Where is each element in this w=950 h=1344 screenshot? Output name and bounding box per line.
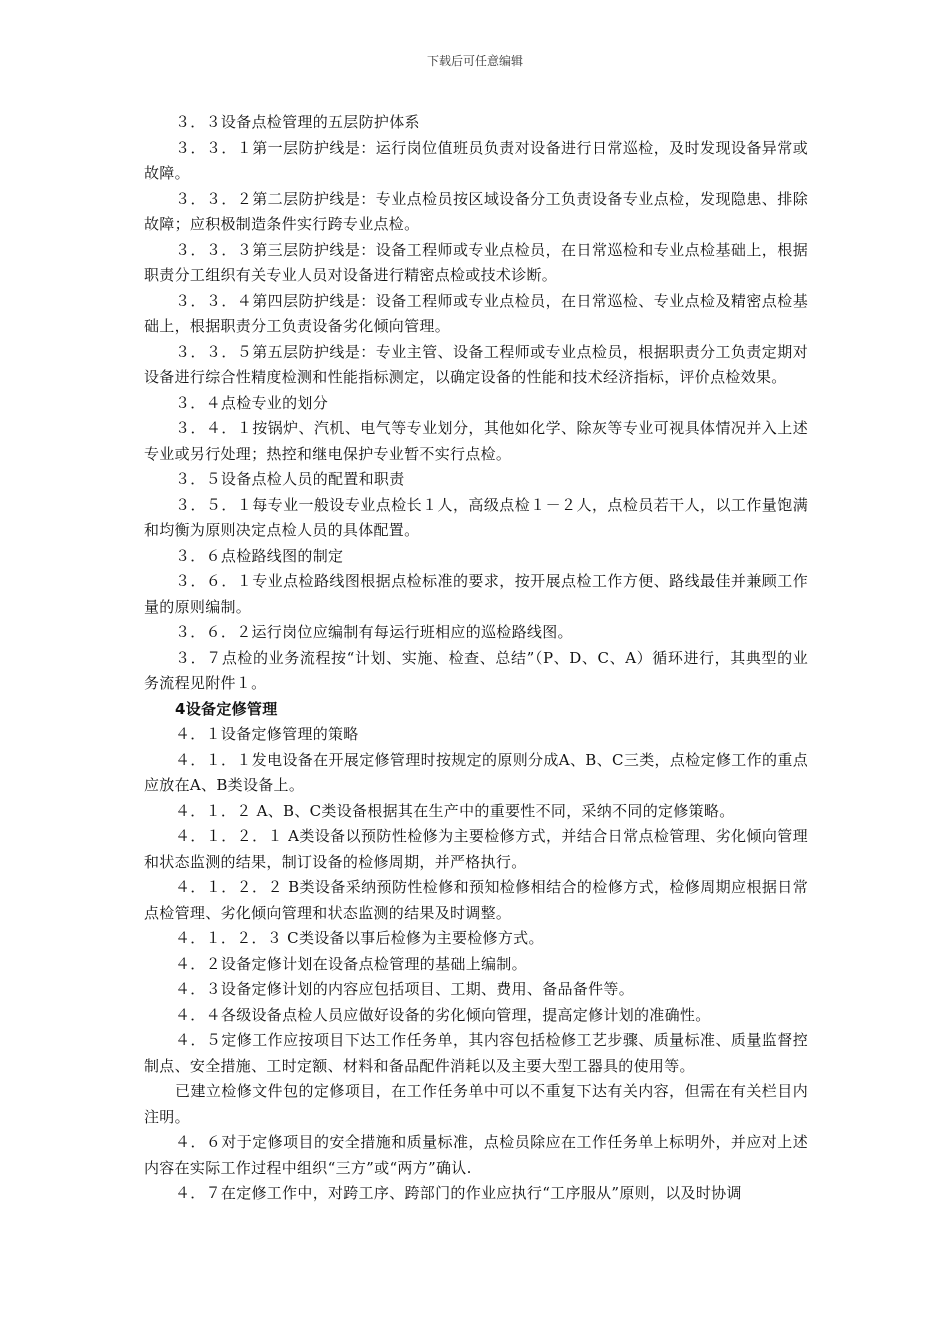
paragraph-3-4-1: ３．４．１按锅炉、汽机、电气等专业划分，其他如化学、除灰等专业可视具体情况并入上述专业或另行处理；热控和继电保护专业暂不实行点检。 — [144, 419, 808, 463]
paragraph-4-4: ４．４各级设备点检人员应做好设备的劣化倾向管理，提高定修计划的准确性。 — [175, 1005, 711, 1024]
paragraph-4-1-2-3: ４．１．２．３ C类设备以事后检修为主要检修方式。 — [175, 929, 544, 947]
paragraph-4-1-2-1: ４．１．２．１ A类设备以预防性检修为主要检修方式，并结合日常点检管理、劣化倾向管理和状态监测的结果，制订设备的检修周期，并严格执行。 — [144, 827, 808, 871]
paragraph-3-3-3: ３．３．３第三层防护线是：设备工程师或专业点检员，在日常巡检和专业点检基础上，根据职责分工组织有关专业人员对设备进行精密点检或技术诊断。 — [144, 240, 808, 284]
section-3-6-heading: ３．６点检路线图的制定 — [175, 546, 344, 565]
paragraph-3-6-2: ３．６．２运行岗位应编制有每运行班相应的巡检路线图。 — [175, 623, 573, 641]
section-4-1-heading: ４．１设备定修管理的策略 — [175, 725, 359, 743]
paragraph-4-6: ４．６对于定修项目的安全措施和质量标准，点检员除应在工作任务单上标明外，并应对上述内容在实际工作过程中组织“三方”或“两方”确认. — [144, 1133, 808, 1177]
paragraph-3-7: ３．７点检的业务流程按“计划、实施、检查、总结”（P、D、C、A）循环进行，其典型的业务流程见附件１。 — [144, 648, 808, 692]
paragraph-3-3-2: ３．３．２第二层防护线是：专业点检员按区域设备分工负责设备专业点检，发现隐患、排除故障；应积极制造条件实行跨专业点检。 — [144, 189, 808, 233]
paragraph-4-1-2-2: ４．１．２．２ B类设备采纳预防性检修和预知检修相结合的检修方式，检修周期应根据日常点检管理、劣化倾向管理和状态监测的结果及时调整。 — [144, 878, 808, 922]
paragraph-3-3-1: ３．３．１第一层防护线是：运行岗位值班员负责对设备进行日常巡检，及时发现设备异常或故障。 — [144, 138, 808, 182]
paragraph-4-1-2: ４．１．２ A、B、C类设备根据其在生产中的重要性不同，采纳不同的定修策略。 — [175, 801, 735, 820]
section-4-heading: 4设备定修管理 — [175, 699, 278, 718]
paragraph-3-3-5: ３．３．５第五层防护线是：专业主管、设备工程师或专业点检员，根据职责分工负责定期对设备进行综合性精度检测和性能指标测定，以确定设备的性能和技术经济指标，评价点检效果。 — [144, 342, 808, 386]
section-3-3-heading: ３．３设备点检管理的五层防护体系 — [175, 113, 420, 131]
paragraph-3-3-4: ３．３．４第四层防护线是：设备工程师或专业点检员，在日常巡检、专业点检及精密点检基础上，根据职责分工负责设备劣化倾向管理。 — [144, 291, 808, 335]
section-3-5-heading: ３．５设备点检人员的配置和职责 — [175, 470, 405, 488]
paragraph-4-3: ４．３设备定修计划的内容应包括项目、工期、费用、备品备件等。 — [175, 980, 635, 998]
page-header-note: 下载后可任意编辑 — [426, 54, 523, 68]
paragraph-4-5-note: 已建立检修文件包的定修项目，在工作任务单中可以不重复下达有关内容，但需在有关栏目内注明。 — [144, 1082, 808, 1126]
paragraph-3-6-1: ３．６．１专业点检路线图根据点检标准的要求，按开展点检工作方便、路线最佳并兼顾工作量的原则编制。 — [144, 572, 808, 616]
document-body — [144, 110, 808, 1207]
paragraph-4-7: ４．７在定修工作中，对跨工序、跨部门的作业应执行“工序服从”原则，以及时协调 — [175, 1184, 742, 1202]
section-3-4-heading: ３．４点检专业的划分 — [175, 393, 329, 412]
paragraph-4-1-1: ４．１．１发电设备在开展定修管理时按规定的原则分成A、B、C三类，点检定修工作的重点应放在A、B类设备上。 — [144, 750, 808, 794]
paragraph-4-5: ４．５定修工作应按项目下达工作任务单，其内容包括检修工艺步骤、质量标准、质量监督控制点、安全措施、工时定额、材料和备品配件消耗以及主要大型工器具的使用等。 — [144, 1031, 808, 1075]
paragraph-4-2: ４．２设备定修计划在设备点检管理的基础上编制。 — [175, 954, 527, 973]
paragraph-3-5-1: ３．５．１每专业一般设专业点检长１人，高级点检１－２人，点检员若干人，以工作量饱满和均衡为原则决定点检人员的具体配置。 — [144, 495, 808, 539]
